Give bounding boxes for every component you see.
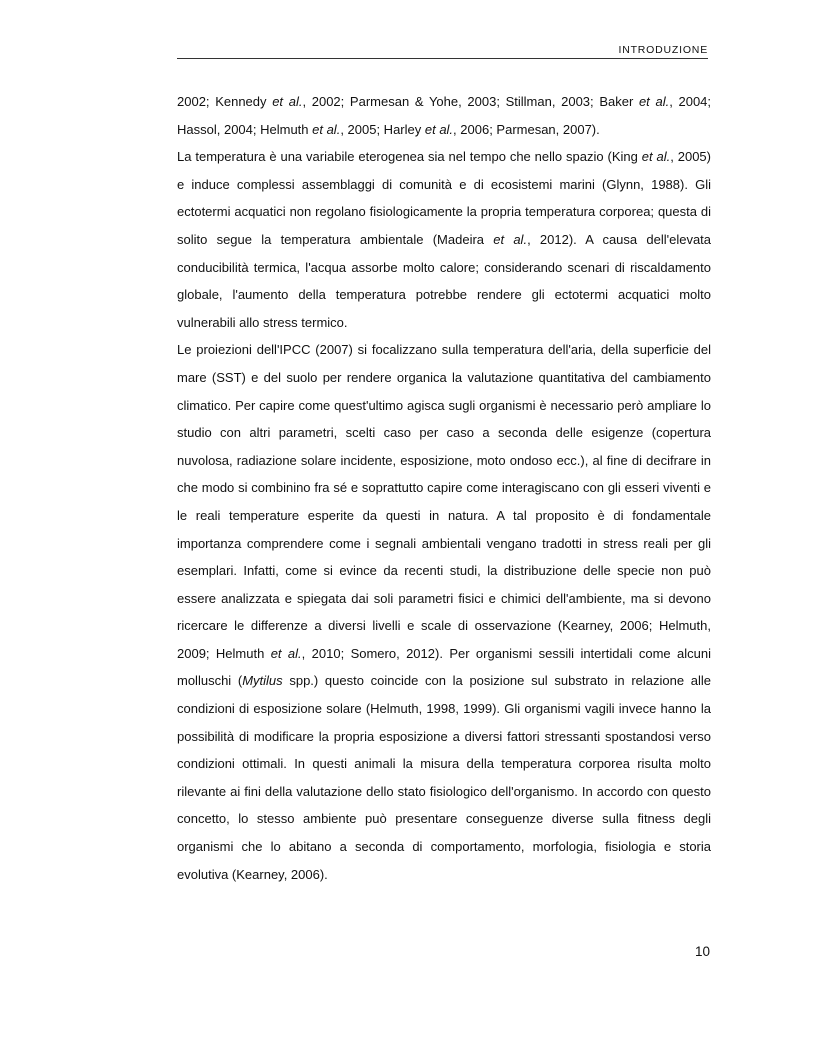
body-text (177, 88, 711, 888)
paragraph (177, 88, 711, 143)
italic-run: Mytilus (242, 673, 283, 689)
italic-run: et al. (270, 645, 302, 661)
text-run: , 2004; Hassol, 2004; Helmuth (177, 94, 712, 137)
text-run: , 2005; Harley (340, 121, 425, 137)
italic-run: et al. (641, 149, 671, 165)
running-header: INTRODUZIONE (618, 44, 708, 56)
paragraph (177, 143, 711, 336)
text-run: , 2006; Parmesan, 2007). (453, 121, 600, 137)
italic-run: et al. (424, 121, 454, 137)
italic-run: et al. (638, 94, 670, 109)
text-run: Le proiezioni dell'IPCC (2007) si focalizzano sulla temperatura dell'aria, della superficie del mare (SST) e del suolo per rendere organica la valutazione quantitativa del cambiamento climatico. Per capire come quest'ultimo agisca sugli organismi è necessario però ampliare lo studio con altri parametri, scelti caso per caso a seconda delle esigenze (copertura nuvolosa, radiazione solare incidente, esposizione, moto ondoso ecc.), al fine di decifrare in che modo si combinino fra sé e soprattutto capire come interagiscano con gli esseri viventi e le reali temperature esperite da questi in natura. A tal proposito è di fondamentale importanza comprendere come i segnali ambientali vengano tradotti in stress reali per gli esemplari. Infatti, come si evince da recenti studi, la distribuzione delle specie non può essere analizzata e spiegata dai soli parametri fisici e chimici dell'ambiente, ma si devono ricercare le differenze a diversi livelli e scale di osservazione (Kearney, 2006; Helmuth, 2009; Helmuth (177, 342, 711, 661)
paragraph (177, 336, 711, 888)
italic-run: et al. (493, 231, 528, 247)
italic-run: et al. (312, 121, 341, 137)
text-run: , 2002; Parmesan & Yohe, 2003; Stillman, 2003; Baker (302, 94, 639, 109)
page-number: 10 (694, 944, 710, 959)
text-run: La temperatura è una variabile eterogenea sia nel tempo che nello spazio (King (177, 149, 642, 165)
text-run: , 2010; Somero, 2012). Per organismi sessili intertidali come alcuni molluschi ( (177, 645, 711, 689)
text-run: , 2005) e induce complessi assemblaggi di comunità e di ecosistemi marini (Glynn, 1988). Gli ectotermi acquatici non regolano fisiologicamente la propria temperatura corporea; questa di solito segue la temperatura ambientale (Madeira (177, 149, 711, 247)
text-run: 2002; Kennedy (177, 94, 273, 109)
header-rule (177, 58, 708, 59)
italic-run: et al. (272, 94, 303, 109)
text-run: spp.) questo coincide con la posizione sul substrato in relazione alle condizioni di esposizione solare (Helmuth, 1998, 1999). Gli organismi vagili invece hanno la possibilità di modificare la propria esposizione a diversi fattori stressanti spostandosi verso condizioni ottimali. In questi animali la misura della temperatura corporea risulta molto rilevante ai fini della valutazione dello stato fisiologico dell'organismo. In accordo con questo concetto, lo stesso ambiente può presentare conseguenze diverse sulla fitness degli organismi che lo abitano a seconda di comportamento, morfologia, fisiologia e storia evolutiva (Kearney, 2006). (177, 673, 711, 882)
text-run: , 2012). A causa dell'elevata conducibilità termica, l'acqua assorbe molto calore; considerando scenari di riscaldamento globale, l'aumento della temperatura potrebbe rendere gli ectotermi acquatici molto vulnerabili allo stress termico. (177, 231, 712, 330)
